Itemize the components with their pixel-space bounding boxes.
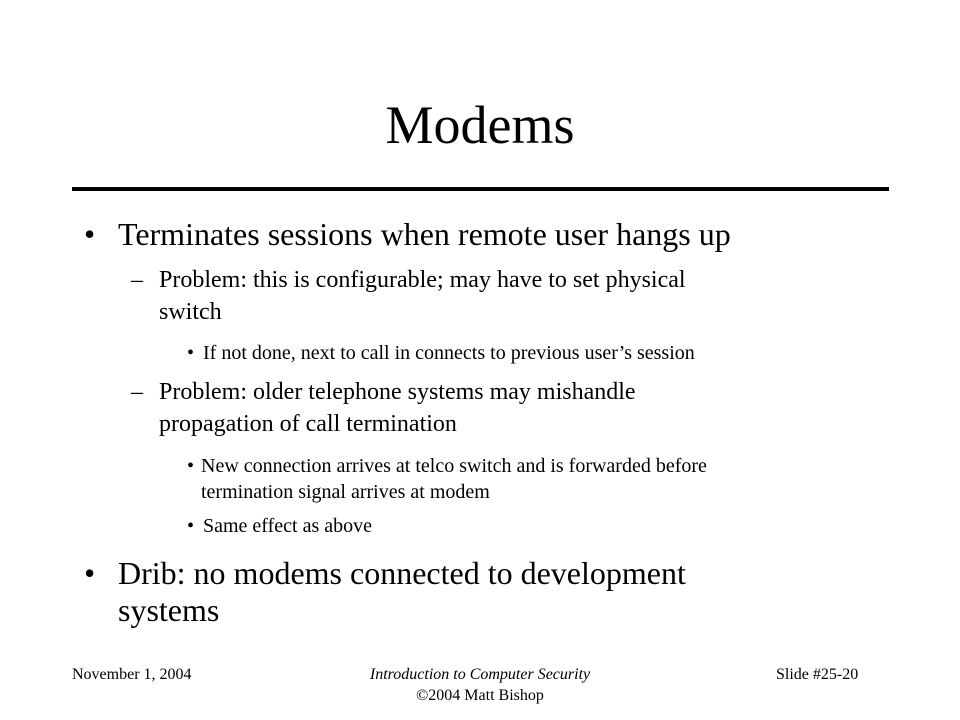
footer-copyright: ©2004 Matt Bishop bbox=[416, 687, 544, 704]
title-underline bbox=[72, 187, 889, 191]
slide-title: Modems bbox=[385, 95, 575, 155]
bullet-text-line: Drib: no modems connected to development bbox=[118, 555, 686, 591]
dash-marker: – bbox=[131, 379, 143, 405]
bullet-text-line: systems bbox=[118, 592, 220, 628]
sub-bullet-text-line: propagation of call termination bbox=[159, 411, 457, 437]
bullet-marker: • bbox=[187, 515, 195, 537]
footer-date: November 1, 2004 bbox=[72, 666, 192, 683]
sub-bullet-text-line: Problem: this is configurable; may have to set physical bbox=[159, 267, 686, 293]
footer-slide-number: Slide #25-20 bbox=[776, 666, 859, 683]
bullet-marker: • bbox=[187, 342, 195, 364]
sub-sub-bullet-text-line: termination signal arrives at modem bbox=[201, 481, 490, 503]
bullet-text: Terminates sessions when remote user hangs up bbox=[118, 216, 731, 252]
sub-sub-bullet-text: Same effect as above bbox=[203, 515, 372, 537]
sub-bullet-text-line: Problem: older telephone systems may mishandle bbox=[159, 379, 636, 405]
bullet-marker: • bbox=[187, 455, 195, 477]
bullet-marker: • bbox=[84, 555, 96, 591]
sub-bullet-text-line: switch bbox=[159, 299, 222, 325]
bullet-marker: • bbox=[84, 216, 96, 252]
sub-sub-bullet-text-line: New connection arrives at telco switch and is forwarded before bbox=[201, 455, 707, 477]
footer-course: Introduction to Computer Security bbox=[369, 666, 591, 683]
sub-sub-bullet-text: If not done, next to call in connects to previous user’s session bbox=[203, 342, 695, 364]
dash-marker: – bbox=[131, 267, 143, 293]
